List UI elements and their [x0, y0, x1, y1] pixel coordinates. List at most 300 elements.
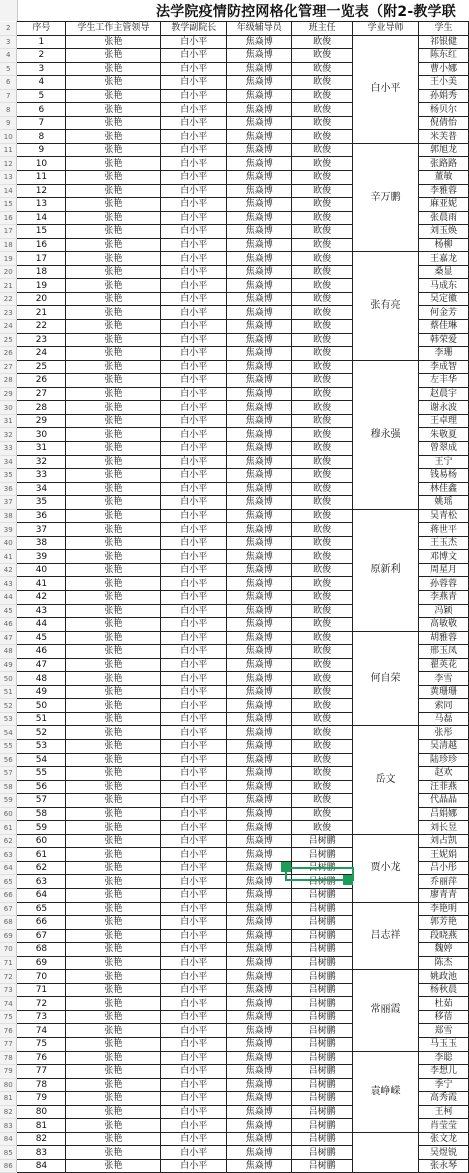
vice-dean-cell[interactable]: 白小平: [161, 794, 227, 808]
counselor-cell[interactable]: 焦焱博: [227, 563, 292, 577]
head-teacher-cell[interactable]: 欧俊: [292, 672, 353, 686]
seq-cell[interactable]: 9: [17, 143, 66, 157]
leader-cell[interactable]: 张艳: [66, 875, 161, 889]
head-teacher-cell[interactable]: 欧俊: [292, 252, 353, 266]
seq-cell[interactable]: 29: [17, 414, 66, 428]
vice-dean-cell[interactable]: 白小平: [161, 956, 227, 970]
vice-dean-cell[interactable]: 白小平: [161, 672, 227, 686]
counselor-cell[interactable]: 焦焱博: [227, 401, 292, 415]
student-cell[interactable]: 杨贝尔: [419, 103, 469, 117]
counselor-cell[interactable]: 焦焱博: [227, 943, 292, 957]
head-teacher-cell[interactable]: 欧俊: [292, 523, 353, 537]
vice-dean-cell[interactable]: 白小平: [161, 821, 227, 835]
counselor-cell[interactable]: 焦焱博: [227, 807, 292, 821]
head-teacher-cell[interactable]: 欧俊: [292, 441, 353, 455]
head-teacher-cell[interactable]: 欧俊: [292, 726, 353, 740]
leader-cell[interactable]: 张艳: [66, 103, 161, 117]
counselor-cell[interactable]: 焦焱博: [227, 360, 292, 374]
vice-dean-cell[interactable]: 白小平: [161, 76, 227, 90]
counselor-cell[interactable]: 焦焱博: [227, 767, 292, 781]
counselor-cell[interactable]: 焦焱博: [227, 794, 292, 808]
counselor-cell[interactable]: 焦焱博: [227, 509, 292, 523]
vice-dean-cell[interactable]: 白小平: [161, 834, 227, 848]
vice-dean-cell[interactable]: 白小平: [161, 1010, 227, 1024]
leader-cell[interactable]: 张艳: [66, 631, 161, 645]
head-teacher-cell[interactable]: 欧俊: [292, 685, 353, 699]
leader-cell[interactable]: 张艳: [66, 360, 161, 374]
leader-cell[interactable]: 张艳: [66, 523, 161, 537]
seq-cell[interactable]: 79: [17, 1092, 66, 1106]
head-teacher-cell[interactable]: 吕树鹏: [292, 1119, 353, 1133]
vice-dean-cell[interactable]: 白小平: [161, 35, 227, 49]
student-cell[interactable]: 陆珍珍: [419, 753, 469, 767]
head-teacher-cell[interactable]: 欧俊: [292, 62, 353, 76]
student-cell[interactable]: 吴清越: [419, 739, 469, 753]
leader-cell[interactable]: 张艳: [66, 929, 161, 943]
leader-cell[interactable]: 张艳: [66, 590, 161, 604]
student-cell[interactable]: 陈东红: [419, 49, 469, 63]
leader-cell[interactable]: 张艳: [66, 1051, 161, 1065]
head-teacher-cell[interactable]: 吕树鹏: [292, 983, 353, 997]
vice-dean-cell[interactable]: 白小平: [161, 414, 227, 428]
counselor-cell[interactable]: 焦焱博: [227, 956, 292, 970]
seq-cell[interactable]: 49: [17, 685, 66, 699]
vice-dean-cell[interactable]: 白小平: [161, 983, 227, 997]
student-cell[interactable]: 邓博文: [419, 550, 469, 564]
student-cell[interactable]: 张晨雨: [419, 211, 469, 225]
head-teacher-cell[interactable]: 欧俊: [292, 49, 353, 63]
leader-cell[interactable]: 张艳: [66, 89, 161, 103]
student-cell[interactable]: 吕小彤: [419, 861, 469, 875]
seq-cell[interactable]: 35: [17, 496, 66, 510]
student-cell[interactable]: 李雅蓉: [419, 184, 469, 198]
vice-dean-cell[interactable]: 白小平: [161, 455, 227, 469]
head-teacher-cell[interactable]: 欧俊: [292, 712, 353, 726]
student-cell[interactable]: 董敏: [419, 171, 469, 185]
seq-cell[interactable]: 17: [17, 252, 66, 266]
head-teacher-cell[interactable]: 欧俊: [292, 157, 353, 171]
counselor-cell[interactable]: 焦焱博: [227, 1010, 292, 1024]
seq-cell[interactable]: 62: [17, 861, 66, 875]
head-teacher-cell[interactable]: 欧俊: [292, 225, 353, 239]
student-cell[interactable]: 李想儿: [419, 1065, 469, 1079]
seq-cell[interactable]: 56: [17, 780, 66, 794]
seq-cell[interactable]: 71: [17, 983, 66, 997]
seq-cell[interactable]: 11: [17, 171, 66, 185]
vice-dean-cell[interactable]: 白小平: [161, 631, 227, 645]
leader-cell[interactable]: 张艳: [66, 848, 161, 862]
leader-cell[interactable]: 张艳: [66, 35, 161, 49]
head-teacher-cell[interactable]: 吕树鹏: [292, 875, 353, 889]
head-teacher-cell[interactable]: 欧俊: [292, 171, 353, 185]
leader-cell[interactable]: 张艳: [66, 970, 161, 984]
counselor-cell[interactable]: 焦焱博: [227, 726, 292, 740]
seq-cell[interactable]: 64: [17, 889, 66, 903]
leader-cell[interactable]: 张艳: [66, 821, 161, 835]
head-teacher-cell[interactable]: 欧俊: [292, 333, 353, 347]
leader-cell[interactable]: 张艳: [66, 184, 161, 198]
counselor-cell[interactable]: 焦焱博: [227, 1065, 292, 1079]
counselor-cell[interactable]: 焦焱博: [227, 1159, 292, 1173]
seq-cell[interactable]: 40: [17, 563, 66, 577]
advisor-cell[interactable]: 张有亮: [353, 252, 419, 360]
counselor-cell[interactable]: 焦焱博: [227, 374, 292, 388]
student-cell[interactable]: 杨秋晨: [419, 983, 469, 997]
seq-cell[interactable]: 37: [17, 523, 66, 537]
vice-dean-cell[interactable]: 白小平: [161, 848, 227, 862]
advisor-cell[interactable]: 辛万鹏: [353, 143, 419, 251]
seq-cell[interactable]: 10: [17, 157, 66, 171]
vice-dean-cell[interactable]: 白小平: [161, 807, 227, 821]
vice-dean-cell[interactable]: 白小平: [161, 712, 227, 726]
vice-dean-cell[interactable]: 白小平: [161, 89, 227, 103]
seq-cell[interactable]: 70: [17, 970, 66, 984]
head-teacher-cell[interactable]: 欧俊: [292, 455, 353, 469]
leader-cell[interactable]: 张艳: [66, 414, 161, 428]
seq-cell[interactable]: 23: [17, 333, 66, 347]
vice-dean-cell[interactable]: 白小平: [161, 604, 227, 618]
student-cell[interactable]: 曹小娜: [419, 62, 469, 76]
student-cell[interactable]: 冯颖: [419, 604, 469, 618]
leader-cell[interactable]: 张艳: [66, 198, 161, 212]
student-cell[interactable]: 刘长昱: [419, 821, 469, 835]
seq-cell[interactable]: 43: [17, 604, 66, 618]
leader-cell[interactable]: 张艳: [66, 401, 161, 415]
leader-cell[interactable]: 张艳: [66, 306, 161, 320]
vice-dean-cell[interactable]: 白小平: [161, 618, 227, 632]
head-teacher-cell[interactable]: 欧俊: [292, 739, 353, 753]
leader-cell[interactable]: 张艳: [66, 997, 161, 1011]
student-cell[interactable]: 刘玉焕: [419, 225, 469, 239]
leader-cell[interactable]: 张艳: [66, 726, 161, 740]
seq-cell[interactable]: 61: [17, 848, 66, 862]
seq-cell[interactable]: 36: [17, 509, 66, 523]
seq-cell[interactable]: 55: [17, 767, 66, 781]
head-teacher-cell[interactable]: 欧俊: [292, 76, 353, 90]
leader-cell[interactable]: 张艳: [66, 441, 161, 455]
student-cell[interactable]: 马磊: [419, 712, 469, 726]
head-teacher-cell[interactable]: 欧俊: [292, 238, 353, 252]
vice-dean-cell[interactable]: 白小平: [161, 211, 227, 225]
head-teacher-cell[interactable]: 欧俊: [292, 292, 353, 306]
vice-dean-cell[interactable]: 白小平: [161, 1038, 227, 1052]
header-cell[interactable]: 学业导师: [353, 22, 419, 36]
advisor-cell[interactable]: 袁峥嵘: [353, 1051, 419, 1132]
head-teacher-cell[interactable]: 欧俊: [292, 401, 353, 415]
counselor-cell[interactable]: 焦焱博: [227, 157, 292, 171]
head-teacher-cell[interactable]: 吕树鹏: [292, 916, 353, 930]
seq-cell[interactable]: 27: [17, 387, 66, 401]
seq-cell[interactable]: 16: [17, 238, 66, 252]
seq-cell[interactable]: 30: [17, 428, 66, 442]
vice-dean-cell[interactable]: 白小平: [161, 157, 227, 171]
leader-cell[interactable]: 张艳: [66, 794, 161, 808]
advisor-cell[interactable]: 原新利: [353, 509, 419, 631]
student-cell[interactable]: 姚瑶: [419, 496, 469, 510]
student-cell[interactable]: 刘占凯: [419, 834, 469, 848]
head-teacher-cell[interactable]: 欧俊: [292, 143, 353, 157]
student-cell[interactable]: 曾翠成: [419, 441, 469, 455]
counselor-cell[interactable]: 焦焱博: [227, 103, 292, 117]
student-cell[interactable]: 陈杰: [419, 956, 469, 970]
head-teacher-cell[interactable]: 欧俊: [292, 130, 353, 144]
leader-cell[interactable]: 张艳: [66, 1065, 161, 1079]
header-cell[interactable]: 序号: [17, 22, 66, 36]
leader-cell[interactable]: 张艳: [66, 76, 161, 90]
head-teacher-cell[interactable]: 欧俊: [292, 496, 353, 510]
counselor-cell[interactable]: 焦焱博: [227, 997, 292, 1011]
vice-dean-cell[interactable]: 白小平: [161, 116, 227, 130]
leader-cell[interactable]: 张艳: [66, 509, 161, 523]
student-cell[interactable]: 李艳明: [419, 902, 469, 916]
leader-cell[interactable]: 张艳: [66, 943, 161, 957]
seq-cell[interactable]: 50: [17, 699, 66, 713]
vice-dean-cell[interactable]: 白小平: [161, 347, 227, 361]
advisor-cell[interactable]: 贾小龙: [353, 834, 419, 902]
head-teacher-cell[interactable]: 欧俊: [292, 807, 353, 821]
student-cell[interactable]: 麻亚妮: [419, 198, 469, 212]
leader-cell[interactable]: 张艳: [66, 265, 161, 279]
head-teacher-cell[interactable]: 吕树鹏: [292, 848, 353, 862]
leader-cell[interactable]: 张艳: [66, 279, 161, 293]
leader-cell[interactable]: 张艳: [66, 374, 161, 388]
counselor-cell[interactable]: 焦焱博: [227, 35, 292, 49]
counselor-cell[interactable]: 焦焱博: [227, 49, 292, 63]
seq-cell[interactable]: 25: [17, 360, 66, 374]
counselor-cell[interactable]: 焦焱博: [227, 1132, 292, 1146]
counselor-cell[interactable]: 焦焱博: [227, 753, 292, 767]
student-cell[interactable]: 吴煜锐: [419, 1146, 469, 1160]
head-teacher-cell[interactable]: 吕树鹏: [292, 834, 353, 848]
counselor-cell[interactable]: 焦焱博: [227, 1105, 292, 1119]
student-cell[interactable]: 钱易杨: [419, 469, 469, 483]
seq-cell[interactable]: 80: [17, 1105, 66, 1119]
counselor-cell[interactable]: 焦焱博: [227, 1146, 292, 1160]
counselor-cell[interactable]: 焦焱博: [227, 848, 292, 862]
student-cell[interactable]: 季宁: [419, 1078, 469, 1092]
student-cell[interactable]: 倪倩怡: [419, 116, 469, 130]
student-cell[interactable]: 祁银健: [419, 35, 469, 49]
head-teacher-cell[interactable]: 欧俊: [292, 631, 353, 645]
leader-cell[interactable]: 张艳: [66, 320, 161, 334]
student-cell[interactable]: 王玉杰: [419, 536, 469, 550]
head-teacher-cell[interactable]: 欧俊: [292, 374, 353, 388]
counselor-cell[interactable]: 焦焱博: [227, 225, 292, 239]
head-teacher-cell[interactable]: 吕树鹏: [292, 1010, 353, 1024]
seq-cell[interactable]: 65: [17, 902, 66, 916]
head-teacher-cell[interactable]: 吕树鹏: [292, 970, 353, 984]
student-cell[interactable]: 胡雅蓉: [419, 631, 469, 645]
leader-cell[interactable]: 张艳: [66, 49, 161, 63]
vice-dean-cell[interactable]: 白小平: [161, 1132, 227, 1146]
seq-cell[interactable]: 68: [17, 943, 66, 957]
counselor-cell[interactable]: 焦焱博: [227, 441, 292, 455]
vice-dean-cell[interactable]: 白小平: [161, 238, 227, 252]
seq-cell[interactable]: 83: [17, 1146, 66, 1160]
seq-cell[interactable]: 20: [17, 292, 66, 306]
leader-cell[interactable]: 张艳: [66, 889, 161, 903]
seq-cell[interactable]: 12: [17, 184, 66, 198]
vice-dean-cell[interactable]: 白小平: [161, 360, 227, 374]
seq-cell[interactable]: 7: [17, 116, 66, 130]
vice-dean-cell[interactable]: 白小平: [161, 658, 227, 672]
vice-dean-cell[interactable]: 白小平: [161, 198, 227, 212]
student-cell[interactable]: 张彤: [419, 726, 469, 740]
vice-dean-cell[interactable]: 白小平: [161, 1078, 227, 1092]
student-cell[interactable]: 林佳鑫: [419, 482, 469, 496]
vice-dean-cell[interactable]: 白小平: [161, 753, 227, 767]
vice-dean-cell[interactable]: 白小平: [161, 469, 227, 483]
head-teacher-cell[interactable]: 欧俊: [292, 428, 353, 442]
leader-cell[interactable]: 张艳: [66, 130, 161, 144]
leader-cell[interactable]: 张艳: [66, 333, 161, 347]
vice-dean-cell[interactable]: 白小平: [161, 292, 227, 306]
counselor-cell[interactable]: 焦焱博: [227, 739, 292, 753]
student-cell[interactable]: 杜茹: [419, 997, 469, 1011]
head-teacher-cell[interactable]: 欧俊: [292, 563, 353, 577]
leader-cell[interactable]: 张艳: [66, 550, 161, 564]
vice-dean-cell[interactable]: 白小平: [161, 685, 227, 699]
vice-dean-cell[interactable]: 白小平: [161, 225, 227, 239]
head-teacher-cell[interactable]: 吕树鹏: [292, 1146, 353, 1160]
student-cell[interactable]: 吴定徽: [419, 292, 469, 306]
student-cell[interactable]: 谢永波: [419, 401, 469, 415]
leader-cell[interactable]: 张艳: [66, 469, 161, 483]
vice-dean-cell[interactable]: 白小平: [161, 1051, 227, 1065]
vice-dean-cell[interactable]: 白小平: [161, 252, 227, 266]
vice-dean-cell[interactable]: 白小平: [161, 428, 227, 442]
seq-cell[interactable]: 39: [17, 550, 66, 564]
header-cell[interactable]: 教学副院长: [161, 22, 227, 36]
seq-cell[interactable]: 1: [17, 35, 66, 49]
counselor-cell[interactable]: 焦焱博: [227, 631, 292, 645]
seq-cell[interactable]: 54: [17, 753, 66, 767]
leader-cell[interactable]: 张艳: [66, 496, 161, 510]
head-teacher-cell[interactable]: 吕树鹏: [292, 1038, 353, 1052]
counselor-cell[interactable]: 焦焱博: [227, 780, 292, 794]
leader-cell[interactable]: 张艳: [66, 1105, 161, 1119]
vice-dean-cell[interactable]: 白小平: [161, 1146, 227, 1160]
student-cell[interactable]: 马成东: [419, 279, 469, 293]
student-cell[interactable]: 马玉玉: [419, 1038, 469, 1052]
head-teacher-cell[interactable]: 欧俊: [292, 414, 353, 428]
seq-cell[interactable]: 53: [17, 739, 66, 753]
head-teacher-cell[interactable]: 欧俊: [292, 767, 353, 781]
head-teacher-cell[interactable]: 欧俊: [292, 198, 353, 212]
student-cell[interactable]: 魏婷: [419, 943, 469, 957]
advisor-cell[interactable]: 何自荣: [353, 631, 419, 726]
counselor-cell[interactable]: 焦焱博: [227, 292, 292, 306]
counselor-cell[interactable]: 焦焱博: [227, 76, 292, 90]
counselor-cell[interactable]: 焦焱博: [227, 320, 292, 334]
vice-dean-cell[interactable]: 白小平: [161, 1092, 227, 1106]
student-cell[interactable]: 王卓理: [419, 414, 469, 428]
student-cell[interactable]: 孙娟秀: [419, 89, 469, 103]
leader-cell[interactable]: 张艳: [66, 861, 161, 875]
seq-cell[interactable]: 5: [17, 89, 66, 103]
head-teacher-cell[interactable]: 吕树鹏: [292, 1051, 353, 1065]
leader-cell[interactable]: 张艳: [66, 1010, 161, 1024]
counselor-cell[interactable]: 焦焱博: [227, 645, 292, 659]
head-teacher-cell[interactable]: 吕树鹏: [292, 889, 353, 903]
vice-dean-cell[interactable]: 白小平: [161, 441, 227, 455]
vice-dean-cell[interactable]: 白小平: [161, 780, 227, 794]
head-teacher-cell[interactable]: 吕树鹏: [292, 902, 353, 916]
seq-cell[interactable]: 60: [17, 834, 66, 848]
advisor-cell[interactable]: 常丽霞: [353, 970, 419, 1051]
student-cell[interactable]: 王宁: [419, 455, 469, 469]
vice-dean-cell[interactable]: 白小平: [161, 861, 227, 875]
leader-cell[interactable]: 张艳: [66, 1078, 161, 1092]
counselor-cell[interactable]: 焦焱博: [227, 387, 292, 401]
leader-cell[interactable]: 张艳: [66, 347, 161, 361]
counselor-cell[interactable]: 焦焱博: [227, 618, 292, 632]
leader-cell[interactable]: 张艳: [66, 292, 161, 306]
seq-cell[interactable]: 63: [17, 875, 66, 889]
leader-cell[interactable]: 张艳: [66, 739, 161, 753]
leader-cell[interactable]: 张艳: [66, 753, 161, 767]
student-cell[interactable]: 黄珊珊: [419, 685, 469, 699]
student-cell[interactable]: 周星月: [419, 563, 469, 577]
student-cell[interactable]: 赵欢: [419, 767, 469, 781]
student-cell[interactable]: 李珊: [419, 347, 469, 361]
counselor-cell[interactable]: 焦焱博: [227, 414, 292, 428]
seq-cell[interactable]: 21: [17, 306, 66, 320]
seq-cell[interactable]: 52: [17, 726, 66, 740]
leader-cell[interactable]: 张艳: [66, 645, 161, 659]
head-teacher-cell[interactable]: 欧俊: [292, 35, 353, 49]
counselor-cell[interactable]: 焦焱博: [227, 116, 292, 130]
seq-cell[interactable]: 33: [17, 469, 66, 483]
student-cell[interactable]: 左丰华: [419, 374, 469, 388]
header-cell[interactable]: 班主任: [292, 22, 353, 36]
head-teacher-cell[interactable]: 欧俊: [292, 184, 353, 198]
counselor-cell[interactable]: 焦焱博: [227, 983, 292, 997]
seq-cell[interactable]: 76: [17, 1051, 66, 1065]
head-teacher-cell[interactable]: 欧俊: [292, 780, 353, 794]
leader-cell[interactable]: 张艳: [66, 983, 161, 997]
vice-dean-cell[interactable]: 白小平: [161, 875, 227, 889]
counselor-cell[interactable]: 焦焱博: [227, 821, 292, 835]
student-cell[interactable]: 郭芳艳: [419, 916, 469, 930]
head-teacher-cell[interactable]: 吕树鹏: [292, 1159, 353, 1173]
leader-cell[interactable]: 张艳: [66, 536, 161, 550]
head-teacher-cell[interactable]: 吕树鹏: [292, 1078, 353, 1092]
vice-dean-cell[interactable]: 白小平: [161, 550, 227, 564]
counselor-cell[interactable]: 焦焱博: [227, 252, 292, 266]
counselor-cell[interactable]: 焦焱博: [227, 929, 292, 943]
student-cell[interactable]: 张路路: [419, 157, 469, 171]
seq-cell[interactable]: 13: [17, 198, 66, 212]
head-teacher-cell[interactable]: 欧俊: [292, 482, 353, 496]
leader-cell[interactable]: 张艳: [66, 143, 161, 157]
head-teacher-cell[interactable]: 欧俊: [292, 658, 353, 672]
counselor-cell[interactable]: 焦焱博: [227, 211, 292, 225]
student-cell[interactable]: 乔丽萍: [419, 875, 469, 889]
head-teacher-cell[interactable]: 欧俊: [292, 387, 353, 401]
vice-dean-cell[interactable]: 白小平: [161, 929, 227, 943]
head-teacher-cell[interactable]: 吕树鹏: [292, 1065, 353, 1079]
counselor-cell[interactable]: 焦焱博: [227, 861, 292, 875]
leader-cell[interactable]: 张艳: [66, 428, 161, 442]
seq-cell[interactable]: 4: [17, 76, 66, 90]
seq-cell[interactable]: 2: [17, 49, 66, 63]
vice-dean-cell[interactable]: 白小平: [161, 1105, 227, 1119]
vice-dean-cell[interactable]: 白小平: [161, 509, 227, 523]
counselor-cell[interactable]: 焦焱博: [227, 89, 292, 103]
vice-dean-cell[interactable]: 白小平: [161, 184, 227, 198]
student-cell[interactable]: 翟英花: [419, 658, 469, 672]
